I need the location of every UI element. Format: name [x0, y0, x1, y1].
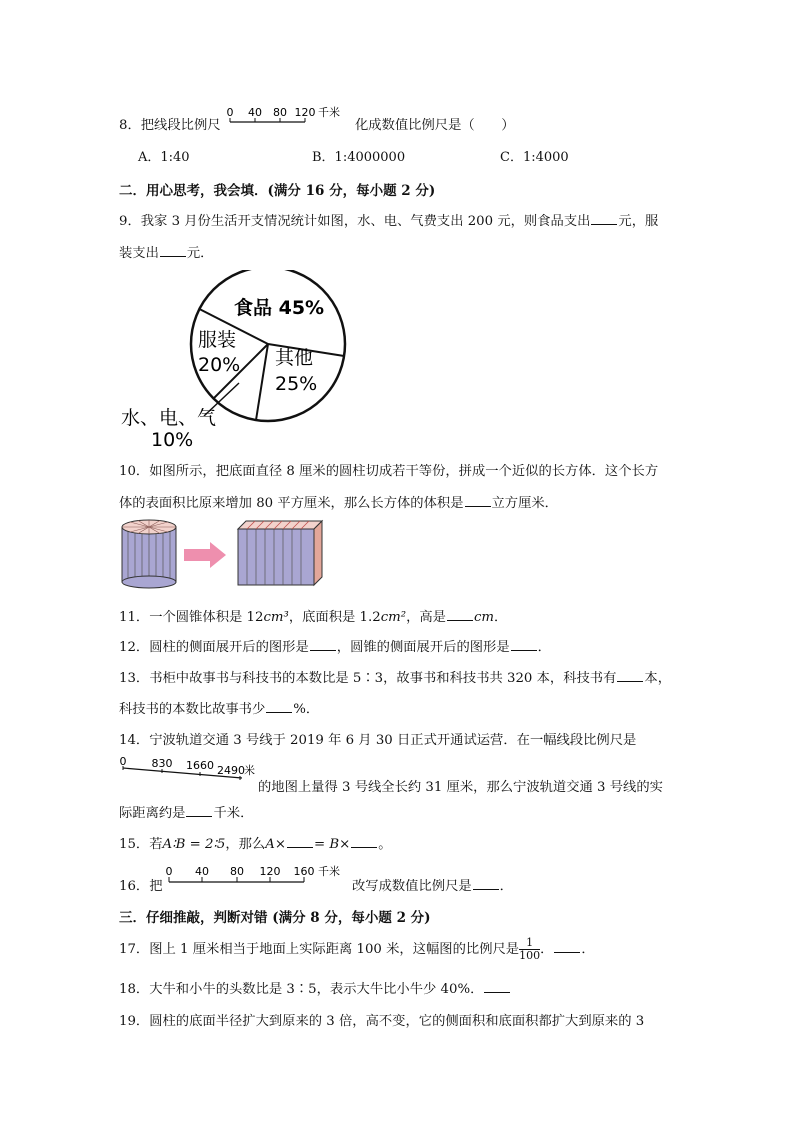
- q15-text-d: = B×: [313, 837, 351, 852]
- pie-label-clothes-name: 服装: [198, 329, 237, 351]
- q10-blank[interactable]: [465, 496, 491, 507]
- q11-unit3: cm: [473, 610, 495, 625]
- q14-scale-bar: [118, 754, 258, 784]
- q13-text-a: 13．书柜中故事书与科技书的本数比是 5∶3，故事书和科技书共 320 本，科技书有: [119, 671, 617, 686]
- q8-suffix: 化成数值比例尺是（ ）: [355, 118, 515, 133]
- q14-text-b: 千米．: [213, 806, 254, 821]
- q9-blank-clothes[interactable]: [160, 246, 186, 257]
- q9-text-a: 9．我家 3 月份生活开支情况统计如图，水、电、气费支出 200 元，则食品支出: [119, 214, 591, 229]
- q17-fraction: [519, 937, 540, 962]
- question-10-line1: 10．如图所示，把底面直径 8 厘米的圆柱切成若干等份，拼成一个近似的长方体．这个长方: [119, 464, 659, 479]
- question-12: [119, 636, 551, 655]
- q8-option-a: A．1:40: [138, 150, 190, 165]
- q16-tick-4: 160: [293, 865, 315, 878]
- q18-blank[interactable]: [484, 982, 510, 993]
- q13-blank-1[interactable]: [617, 671, 643, 682]
- pink-arrow: [184, 542, 226, 568]
- q12-text-b: ，圆锥的侧面展开后的图形是: [336, 640, 510, 655]
- q9-text-c: 装支出: [119, 246, 159, 261]
- question-16-prefix: 16．把: [119, 879, 163, 894]
- question-11: [119, 606, 507, 625]
- question-14-line1: 14．宁波轨道交通 3 号线于 2019 年 6 月 30 日正式开通试运营．在一幅线段比例尺是: [119, 733, 637, 748]
- q15-expr: A∶B = 2∶5: [162, 837, 226, 852]
- q12-blank-2[interactable]: [511, 640, 537, 651]
- q14-unit: 米: [244, 764, 255, 777]
- q14-tick-3: 2490: [217, 764, 245, 777]
- q15-blank-1[interactable]: [287, 837, 313, 848]
- pie-label-utility-pct: 10%: [151, 429, 194, 450]
- q8-tick-0: 0: [226, 106, 234, 119]
- pie-label-other-pct: 25%: [275, 373, 318, 395]
- q13-text-c: 科技书的本数比故事书少: [119, 702, 266, 717]
- q13-blank-2[interactable]: [266, 702, 292, 713]
- q12-text-a: 12．圆柱的侧面展开后的图形是: [119, 640, 309, 655]
- q11-unit2: cm²: [380, 610, 407, 625]
- q16-tick-2: 80: [230, 865, 244, 878]
- q14-text-a: 际距离约是: [119, 806, 186, 821]
- q11-text-d: ．: [494, 610, 508, 625]
- pie-label-utility-name: 水、电、气: [121, 407, 217, 429]
- q14-tick-2: 1660: [186, 759, 214, 772]
- pie-label-other-name: 其他: [275, 347, 314, 369]
- q8-prefix: 8．把线段比例尺: [119, 118, 221, 133]
- q17-text-c: ．: [581, 942, 595, 957]
- q15-text-c: A×: [265, 837, 286, 852]
- q8-tick-1: 40: [248, 106, 262, 119]
- question-14-line2: 的地图上量得 3 号线全长约 31 厘米，那么宁波轨道交通 3 号线的实: [258, 780, 663, 795]
- q15-text-e: 。: [378, 837, 392, 852]
- pie-chart: [118, 270, 358, 450]
- q12-blank-1[interactable]: [310, 640, 336, 651]
- q16-blank[interactable]: [473, 879, 499, 890]
- q17-text-a: 17．图上 1 厘米相当于地面上实际距离 100 米，这幅图的比例尺是: [119, 942, 520, 957]
- q12-text-c: ．: [537, 640, 551, 655]
- question-19: 19．圆柱的底面半径扩大到原来的 3 倍，高不变，它的侧面积和底面积都扩大到原来的 3: [119, 1014, 645, 1029]
- q10-text-b: 立方厘米．: [491, 496, 558, 511]
- q13-text-d: %．: [293, 702, 320, 717]
- q14-blank[interactable]: [186, 806, 212, 817]
- q16-text-b: ．: [499, 879, 513, 894]
- q8-tick-2: 80: [273, 106, 287, 119]
- question-15: [119, 833, 392, 852]
- cylinder-to-cuboid-figure: [118, 515, 328, 590]
- pie-label-clothes-pct: 20%: [198, 354, 241, 376]
- q10-text-a: 体的表面积比原来增加 80 平方厘米，那么长方体的体积是: [119, 496, 464, 511]
- q17-denominator: 100: [519, 949, 541, 962]
- q16-tick-1: 40: [195, 865, 209, 878]
- question-17: [119, 937, 595, 962]
- question-8: [119, 114, 221, 133]
- q16-tick-0: 0: [165, 865, 173, 878]
- section-3-title: 三．仔细推敲，判断对错 (满分 8 分，每小题 2 分): [119, 910, 431, 926]
- pie-label-food: 食品 45%: [234, 297, 325, 319]
- question-10-line2: [119, 492, 558, 511]
- q11-text-c: ，高是: [406, 610, 446, 625]
- q11-unit1: cm³: [263, 610, 289, 625]
- q8-unit: 千米: [318, 106, 340, 119]
- q17-blank[interactable]: [554, 942, 580, 953]
- question-14-line3: [119, 802, 253, 821]
- q18-text-a: 18．大牛和小牛的头数比是 3∶5，表示大牛比小牛少 40%．: [119, 982, 484, 997]
- question-16-suffix: [352, 875, 513, 894]
- q11-blank[interactable]: [447, 610, 473, 621]
- q16-tick-3: 120: [259, 865, 281, 878]
- q11-text-b: ，底面积是 1.2: [288, 610, 381, 625]
- q9-blank-food[interactable]: [591, 214, 617, 225]
- q15-blank-2[interactable]: [351, 837, 377, 848]
- q17-text-b: ．: [540, 942, 554, 957]
- q8-option-c: C．1:4000: [500, 150, 569, 165]
- question-9-line1: [119, 210, 658, 229]
- q14-tick-0: 0: [119, 755, 127, 768]
- q8-option-b: B．1:4000000: [312, 150, 406, 165]
- q15-text-a: 15．若: [119, 837, 163, 852]
- q9-text-b: 元，服: [618, 214, 659, 229]
- q8-scale-bar: [226, 104, 354, 128]
- question-9-line2: [119, 242, 213, 261]
- question-13-line2: [119, 698, 319, 717]
- q9-text-d: 元．: [186, 246, 214, 261]
- q11-text-a: 11．一个圆锥体积是 12: [119, 610, 264, 625]
- q17-numerator: 1: [519, 937, 540, 950]
- q16-unit: 千米: [318, 865, 340, 878]
- q16-text-a: 改写成数值比例尺是: [352, 879, 472, 894]
- q15-text-b: ，那么: [225, 837, 266, 852]
- section-2-title: 二．用心思考，我会填．(满分 16 分，每小题 2 分): [119, 183, 436, 199]
- question-18: [119, 978, 511, 997]
- q16-scale-bar: [163, 861, 353, 887]
- question-13-line1: [119, 667, 671, 686]
- q14-tick-1: 830: [151, 757, 173, 770]
- q13-text-b: 本，: [644, 671, 671, 686]
- q8-tick-3: 120: [294, 106, 316, 119]
